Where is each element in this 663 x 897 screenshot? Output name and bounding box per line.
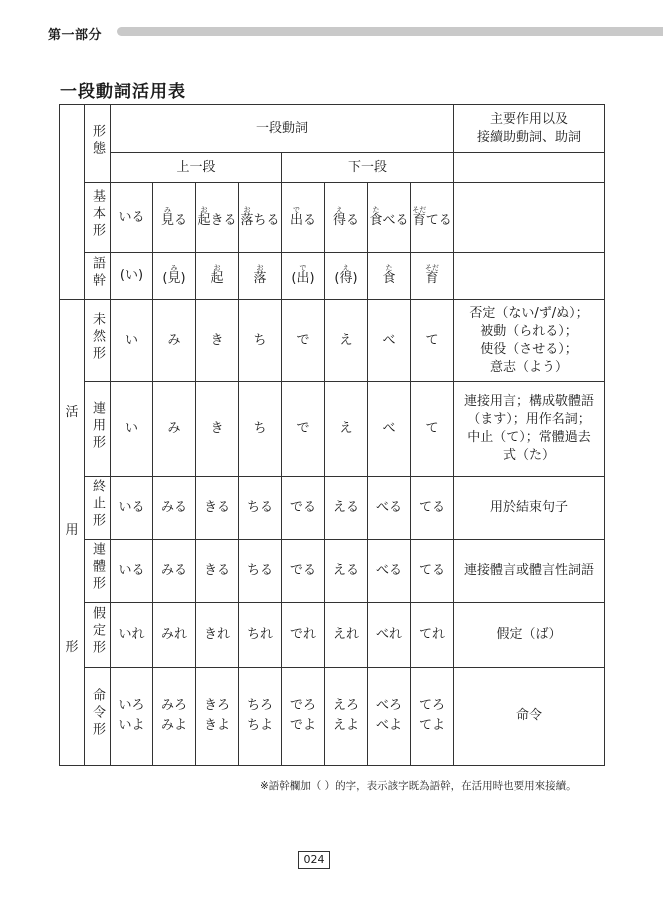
usage-note: 連接體言或體言性詞語 <box>454 539 605 602</box>
stem-cell: 起お <box>196 253 239 300</box>
conjugation-cell: でる <box>282 477 325 539</box>
usage-note: 命令 <box>454 667 605 765</box>
page-number: 024 <box>298 851 330 869</box>
conjugation-cell: ち <box>239 300 282 382</box>
stem-cell: 食た <box>368 253 411 300</box>
conjugation-cell: み <box>153 300 196 382</box>
conjugation-cell: きろ きよ <box>196 667 239 765</box>
shimo-ichidan-label: 下一段 <box>282 153 454 183</box>
base-form-cell: 育そだてる <box>411 183 454 253</box>
conjugation-cell: ちれ <box>239 602 282 667</box>
conjugation-cell: いれ <box>111 602 153 667</box>
conjugation-cell: べ <box>368 300 411 382</box>
conjugation-cell: い <box>111 382 153 477</box>
conjugation-cell: き <box>196 300 239 382</box>
conjugation-row <box>60 602 605 667</box>
conjugation-cell: えろ えよ <box>325 667 368 765</box>
stem-cell: 育そだ <box>411 253 454 300</box>
stem-row <box>60 253 605 300</box>
usage-note: 用於結束句子 <box>454 477 605 539</box>
katsuyou-label <box>60 300 85 766</box>
base-form-cell: 食たべる <box>368 183 411 253</box>
base-form-cell: 見みる <box>153 183 196 253</box>
conjugation-cell: きる <box>196 477 239 539</box>
page-title: 一段動詞活用表 <box>60 82 186 102</box>
usage-note: 連接用言；構成敬體語 （ます）；用作名詞； 中止（て）；常體過去 式（た） <box>454 382 605 477</box>
conjugation-cell: みろ みよ <box>153 667 196 765</box>
conjugation-cell: べれ <box>368 602 411 667</box>
conjugation-cell: みる <box>153 539 196 602</box>
stem-cell: (見み) <box>153 253 196 300</box>
stem-cell: (得え) <box>325 253 368 300</box>
row-label: 連用形 <box>85 382 111 477</box>
conjugation-cell: ちる <box>239 539 282 602</box>
conjugation-cell: て <box>411 382 454 477</box>
row-label: 終止形 <box>85 477 111 539</box>
conjugation-cell: でろ でよ <box>282 667 325 765</box>
conjugation-cell: きれ <box>196 602 239 667</box>
conjugation-cell: い <box>111 300 153 382</box>
conjugation-cell: で <box>282 382 325 477</box>
table-subheader-row <box>60 153 605 183</box>
header-decorative-bar <box>117 27 663 36</box>
conjugation-cell: えれ <box>325 602 368 667</box>
conjugation-row <box>60 300 605 382</box>
katsuyou-label-char: 用 <box>65 522 79 538</box>
conjugation-cell: べる <box>368 477 411 539</box>
base-form-cell: いる <box>111 183 153 253</box>
conjugation-cell: てる <box>411 539 454 602</box>
form-label-cell: 形態 <box>85 105 111 183</box>
conjugation-cell: でる <box>282 539 325 602</box>
base-form-cell: 得える <box>325 183 368 253</box>
table-header-row <box>60 105 605 153</box>
usage-header-cell: 主要作用以及 接續助動詞、助詞 <box>454 105 605 153</box>
conjugation-cell: ちろ ちよ <box>239 667 282 765</box>
katsuyou-label-char: 活 <box>65 405 79 420</box>
conjugation-cell: てる <box>411 477 454 539</box>
conjugation-cell: え <box>325 382 368 477</box>
conjugation-cell: きる <box>196 539 239 602</box>
stem-cell: (出で) <box>282 253 325 300</box>
conjugation-cell: みれ <box>153 602 196 667</box>
conjugation-cell: て <box>411 300 454 382</box>
section-header-label: 第一部分 <box>48 28 103 43</box>
conjugation-cell: える <box>325 477 368 539</box>
conjugation-cell: ち <box>239 382 282 477</box>
conjugation-cell: みる <box>153 477 196 539</box>
conjugation-cell: でれ <box>282 602 325 667</box>
conjugation-cell: える <box>325 539 368 602</box>
conjugation-cell: で <box>282 300 325 382</box>
group-label-cell: 一段動詞 <box>111 105 454 153</box>
conjugation-row <box>60 539 605 602</box>
footnote: ※語幹欄加（ ）的字，表示該字既為語幹，在活用時也要用來接續。 <box>260 780 577 792</box>
katsuyou-label-char: 形 <box>65 640 79 655</box>
conjugation-row <box>60 667 605 765</box>
base-form-row <box>60 183 605 253</box>
base-form-cell: 出でる <box>282 183 325 253</box>
conjugation-cell: べ <box>368 382 411 477</box>
usage-note: 假定（ば） <box>454 602 605 667</box>
conjugation-cell: き <box>196 382 239 477</box>
conjugation-cell: てれ <box>411 602 454 667</box>
usage-note: 否定（ない/ず/ぬ）； 被動（られる）； 使役（させる）； 意志（よう） <box>454 300 605 382</box>
conjugation-row <box>60 382 605 477</box>
row-label: 連體形 <box>85 539 111 602</box>
stem-cell: (い) <box>111 253 153 300</box>
row-label: 未然形 <box>85 300 111 382</box>
row-label: 假定形 <box>85 602 111 667</box>
conjugation-cell: え <box>325 300 368 382</box>
conjugation-cell: ちる <box>239 477 282 539</box>
conjugation-table <box>59 104 605 766</box>
base-form-cell: 起おきる <box>196 183 239 253</box>
kami-ichidan-label: 上一段 <box>111 153 282 183</box>
conjugation-cell: てろ てよ <box>411 667 454 765</box>
conjugation-row <box>60 477 605 539</box>
conjugation-cell: べろ べよ <box>368 667 411 765</box>
base-form-cell: 落おちる <box>239 183 282 253</box>
row-label: 命令形 <box>85 667 111 765</box>
conjugation-cell: いる <box>111 477 153 539</box>
conjugation-cell: いる <box>111 539 153 602</box>
conjugation-cell: べる <box>368 539 411 602</box>
stem-label: 語幹 <box>85 253 111 300</box>
stem-cell: 落お <box>239 253 282 300</box>
conjugation-cell: いろ いよ <box>111 667 153 765</box>
conjugation-cell: み <box>153 382 196 477</box>
base-form-label: 基本形 <box>85 183 111 253</box>
